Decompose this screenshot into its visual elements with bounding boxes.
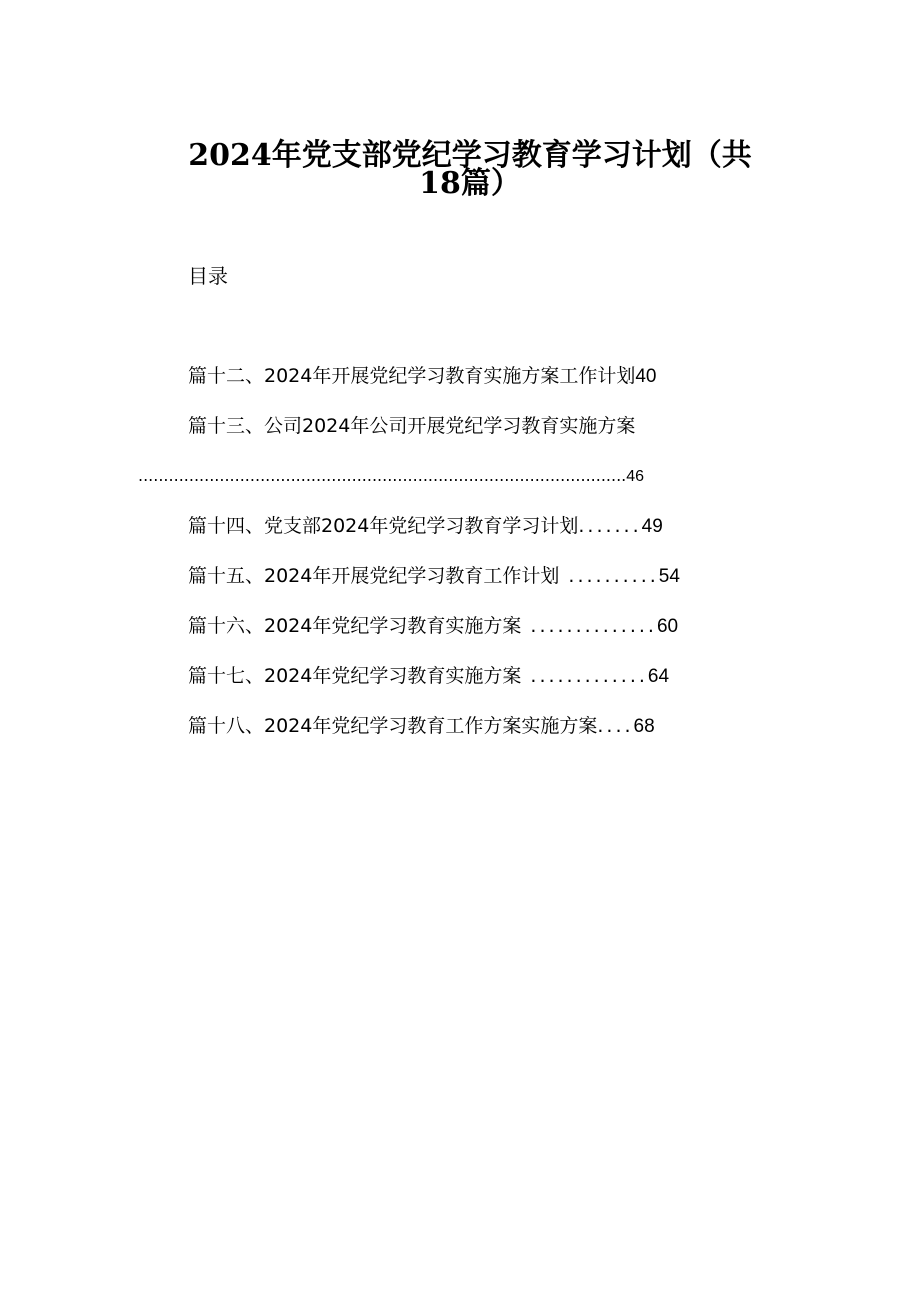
toc-entry-page: 64: [647, 666, 670, 687]
toc-entry-label: 篇十三、公司2024年公司开展党纪学习教育实施方案: [188, 415, 636, 437]
toc-heading: 目录: [188, 264, 228, 288]
toc-entry-14[interactable]: [188, 512, 663, 541]
toc-entry-label: 篇十五、2024年开展党纪学习教育工作计划: [188, 565, 560, 587]
toc-entry-label: 篇十六、2024年党纪学习教育实施方案: [188, 615, 522, 637]
toc-entry-leader: ................................................................................................: [138, 466, 627, 485]
toc-entry-17[interactable]: [188, 662, 669, 691]
toc-entry-leader: .............: [521, 665, 648, 687]
toc-entry-16[interactable]: [188, 612, 678, 641]
toc-entry-13-leader-line[interactable]: [138, 462, 778, 491]
toc-entry-leader: ..........: [559, 565, 659, 587]
toc-entry-leader: ..............: [521, 615, 657, 637]
toc-entry-leader: .......: [578, 515, 642, 537]
toc-entry-page: 54: [658, 566, 680, 587]
toc-entry-page: 40: [635, 366, 657, 387]
toc-entry-label: 篇十二、2024年开展党纪学习教育实施方案工作计划: [188, 365, 636, 387]
toc-entry-label: 篇十四、党支部2024年党纪学习教育学习计划: [188, 515, 579, 537]
toc-entry-page: 46: [626, 468, 645, 485]
document-title-line-2: 18篇）: [419, 166, 521, 201]
toc-entry-page: 68: [633, 716, 655, 737]
toc-entry-13[interactable]: [188, 412, 635, 440]
toc-entry-page: 60: [656, 616, 679, 637]
toc-entry-label: 篇十七、2024年党纪学习教育实施方案: [188, 665, 522, 687]
toc-entry-page: 49: [641, 516, 663, 537]
toc-entry-label: 篇十八、2024年党纪学习教育工作方案实施方案: [188, 715, 598, 737]
toc-entry-leader: ....: [597, 715, 634, 737]
toc-entry-15[interactable]: [188, 562, 680, 591]
toc-entry-12[interactable]: [188, 362, 657, 391]
toc-entry-18[interactable]: [188, 712, 655, 741]
document-title-line-1: 2024年党支部党纪学习教育学习计划（共: [188, 138, 752, 173]
